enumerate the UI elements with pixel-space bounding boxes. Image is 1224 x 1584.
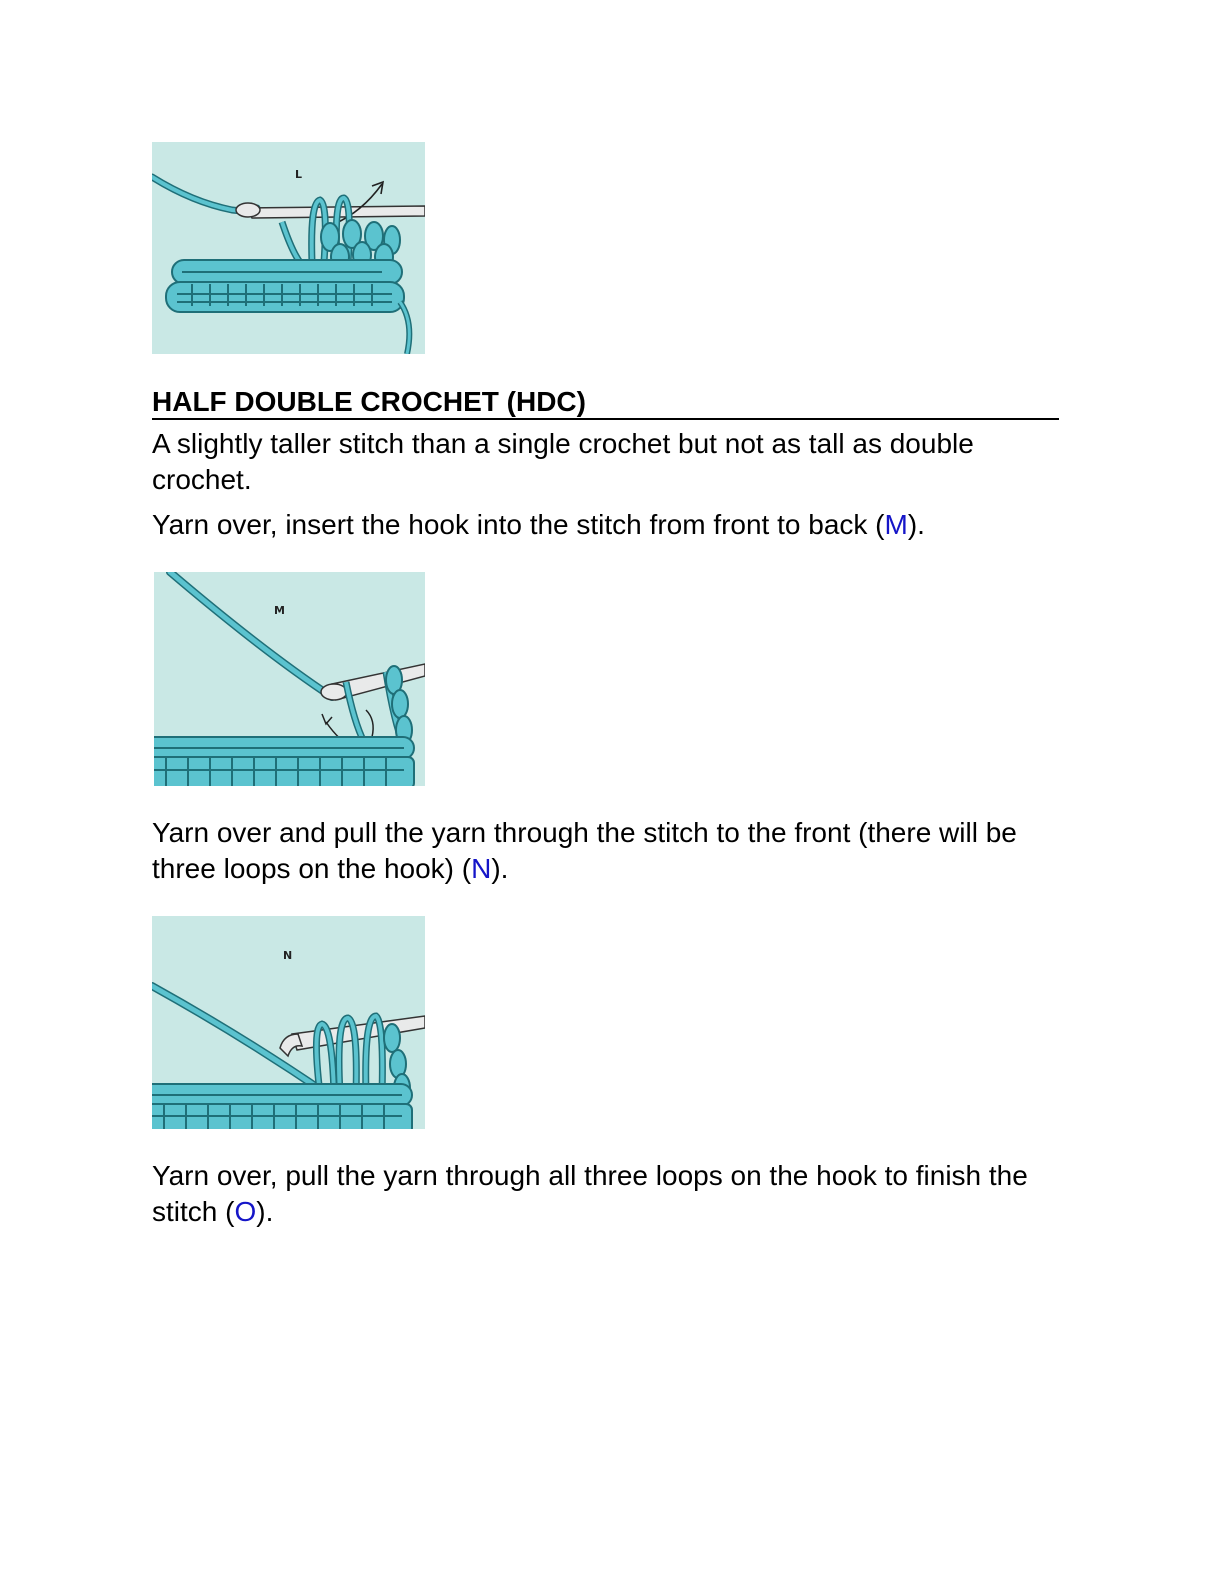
figure-n-illustration xyxy=(152,916,425,1129)
crochet-step-l-graphic xyxy=(152,142,425,354)
step-2-text: Yarn over and pull the yarn through the stitch to the front (there will be three loops on the hook) ( xyxy=(152,817,1017,884)
step-2-end: ). xyxy=(491,853,509,884)
section-description: A slightly taller stitch than a single crochet but not as tall as double crochet. xyxy=(152,428,974,495)
step-1-figure-reference: M xyxy=(884,509,908,540)
figure-m-label: M xyxy=(274,604,285,617)
crochet-step-m-graphic xyxy=(154,572,425,786)
step-3-text: Yarn over, pull the yarn through all three loops on the hook to finish the stitch ( xyxy=(152,1160,1028,1227)
step-3-instruction xyxy=(152,1158,1052,1230)
figure-m-illustration xyxy=(154,572,425,786)
step-1-instruction xyxy=(152,507,1052,543)
step-1-text: Yarn over, insert the hook into the stitch from front to back ( xyxy=(152,509,885,540)
figure-l-illustration xyxy=(152,142,425,354)
step-2-instruction xyxy=(152,815,1052,887)
figure-n-label: N xyxy=(283,949,293,962)
step-3-end: ). xyxy=(256,1196,274,1227)
section-title: HALF DOUBLE CROCHET (HDC) xyxy=(152,385,1059,420)
step-3-figure-reference: O xyxy=(234,1196,257,1227)
step-1-end: ). xyxy=(907,509,925,540)
figure-l-label: L xyxy=(295,168,303,181)
step-2-figure-reference: N xyxy=(471,853,492,884)
crochet-step-n-graphic xyxy=(152,916,425,1129)
